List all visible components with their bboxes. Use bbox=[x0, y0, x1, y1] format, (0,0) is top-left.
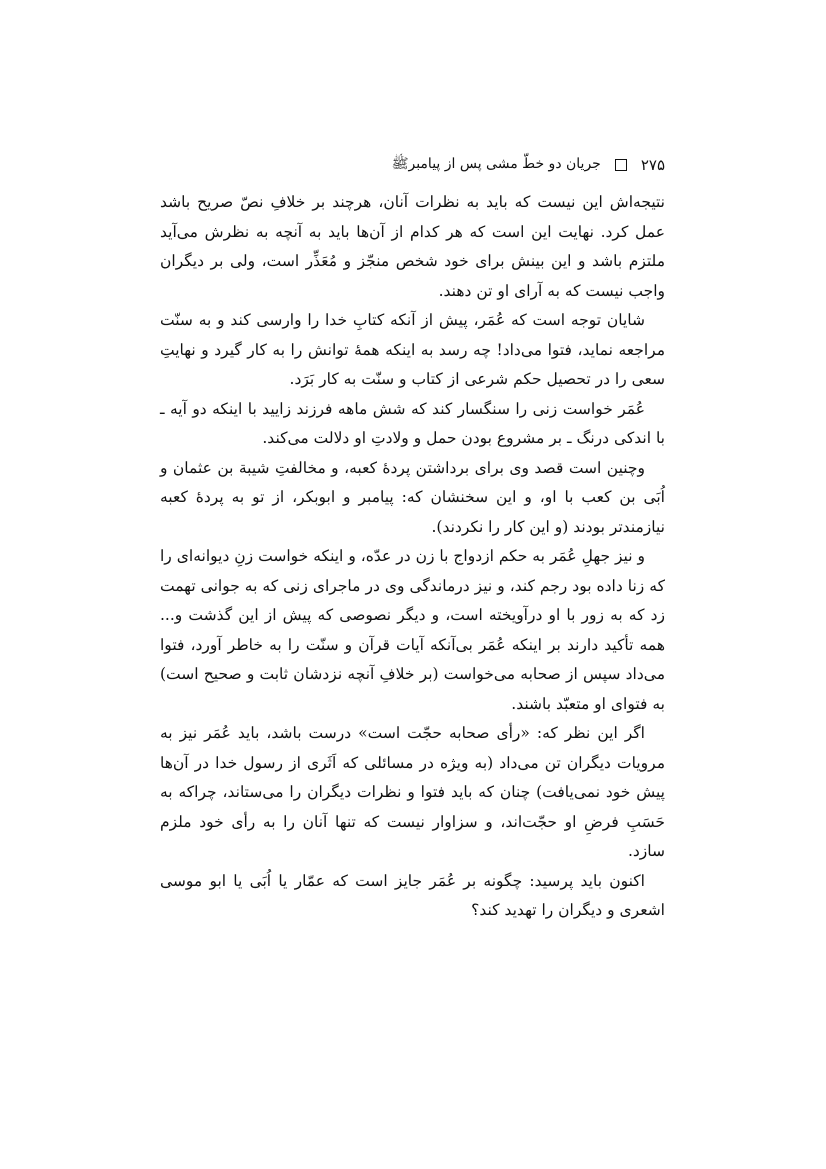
paragraph: نتیجه‌اش این نیست که باید به نظرات آنان، هرچند بر خلافِ نصّ صریح باشد عمل کرد. نهایت این است که هر کدام از آن‌ها باید به آنچه به نظرش می‌آید ملتزم باشد و این بینش برای خود شخص منجّز و مُعَذِّر است، ولی بر دیگران واجب نیست که به آرای او تن دهند. bbox=[160, 193, 665, 300]
paragraph: شایان توجه است که عُمَر، پیش از آنکه کتابِ خدا را وارسی کند و به سنّت مراجعه نماید، فتوا می‌داد! چه رسد به اینکه همهٔ توانش را به کار گیرد و نهایتِ سعی را در تحصیل حکم شرعی از کتاب و سنّت به کار بَرَد. bbox=[160, 311, 665, 388]
body-text bbox=[160, 188, 665, 926]
paragraph: عُمَر خواست زنی را سنگسار کند که شش ماهه فرزند زایید با اینکه دو آیه ـ با اندکی درنگ ـ بر مشروع بودن حمل و ولادتِ او دلالت می‌کند. bbox=[160, 399, 665, 447]
book-page bbox=[160, 150, 665, 926]
chapter-title: جریان دو خطّ مشی پس از پیامبرﷺ bbox=[391, 156, 601, 172]
paragraph: وچنین است قصد وی برای برداشتن پردهٔ کعبه، و مخالفتِ شیبة بن عثمان و اُبَی بن کعب با او، و این سخنشان که: پیامبر و ابوبکر، از تو به پردهٔ کعبه نیازمندتر بودند (و این کار را نکردند). bbox=[160, 458, 665, 536]
paragraph: اکنون باید پرسید: چگونه بر عُمَر جایز است که عمّار یا اُبَی یا ابو موسی اشعری و دیگران را تهدید کند؟ bbox=[160, 871, 665, 919]
paragraph: اگر این نظر که: «رأی صحابه حجّت است» درست باشد، باید عُمَر نیز به مرویات دیگران تن می‌داد (به ویژه در مسائلی که اَثَری از رسول خدا در آن‌ها پیش خود نمی‌یافت) چنان که باید فتوا و نظرات دیگران را می‌ستاند، چراکه به حَسَبِ فرضِ او حجّت‌اند، و سزاوار نیست که تنها آنان را به رأی خود ملزم سازد. bbox=[160, 724, 665, 860]
square-outline-icon bbox=[615, 159, 627, 171]
page-number: ۲۷۵ bbox=[640, 156, 665, 174]
paragraph: و نیز جهلِ عُمَر به حکم ازدواج با زن در عدّه، و اینکه خواست زنِ دیوانه‌ای را که زنا داده بود رجم کند، و نیز درماندگی وی در ماجرای زنی که به جوانی تهمت زد که به زور با او درآویخته است، و دیگر نصوصی که پیش از این گذشت و... همه تأکید دارند بر اینکه عُمَر بی‌آنکه آیات قرآن و سنّت را به خاطر آورد، فتوا می‌داد سپس از صحابه می‌خواست (بر خلافِ آنچه نزدشان ثابت و صحیح است) به فتوای او متعبّد باشند. bbox=[160, 547, 665, 713]
running-head bbox=[160, 150, 665, 180]
